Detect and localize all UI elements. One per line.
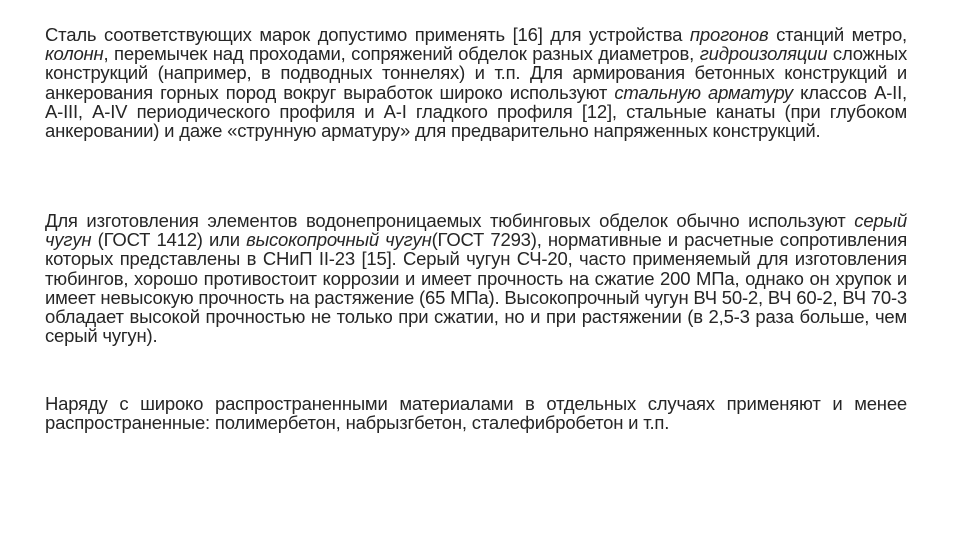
text-span: классов А-II, А-III, А-IV периодического профиля и А-I гладкого профиля [12], стальные канаты (при глубоком анкеровании) и даже «струнную арматуру» для предварительно напряженных конструкций. xyxy=(45,81,907,142)
paragraph-other-materials xyxy=(45,394,907,432)
paragraph-cast-iron xyxy=(45,211,907,345)
italic-term-steel-reinforcement: стальную арматуру xyxy=(614,81,793,103)
text-span: станций метро, xyxy=(768,24,907,45)
italic-term-gray-cast-iron: серый чугун xyxy=(45,210,907,251)
italic-term-high-strength-cast-iron: высокопрочный чугун xyxy=(246,229,432,251)
text-span: Наряду с широко распространенными материалами в отдельных случаях применяют и менее распространенные: полимербетон, набрызгбетон, сталефибробетон и т.п. xyxy=(45,393,907,434)
italic-term-prогоны: прогонов xyxy=(689,24,769,45)
text-span: Для изготовления элементов водонепроницаемых тюбинговых обделок обычно используют xyxy=(45,210,855,231)
text-span: (ГОСТ 7293), нормативные и расчетные сопротивления которых представлены в СНиП II-23 [15]. Серый чугун СЧ-20, часто применяемый для изготовления тюбингов, хорошо противостоит коррозии и имеет прочность на сжатие 200 МПа, однако он хрупок и имеет невысокую прочность на растяжение (65 МПа). Высокопрочный чугун ВЧ 50-2, ВЧ 60-2, ВЧ 70-3 обладает высокой прочностью не только при сжатии, но и при растяжении (в 2,5-3 раза больше, чем серый чугун). xyxy=(45,229,908,347)
text-span: сложных конструкций (например, в подводных тоннелях) и т.п. Для армирования бетонных конструкций и анкерования горных пород вокруг выработок широко используют xyxy=(45,43,907,103)
text-span: Сталь соответствующих марок допустимо применять [16] для устройства xyxy=(45,24,690,45)
paragraph-steel-usage xyxy=(45,25,907,140)
text-span: , перемычек над проходами, сопряжений обделок разных диаметров, xyxy=(103,43,700,65)
italic-term-columns: колонн xyxy=(45,43,104,65)
italic-term-waterproofing: гидроизоляции xyxy=(699,43,828,65)
text-span: (ГОСТ 1412) или xyxy=(91,229,247,251)
